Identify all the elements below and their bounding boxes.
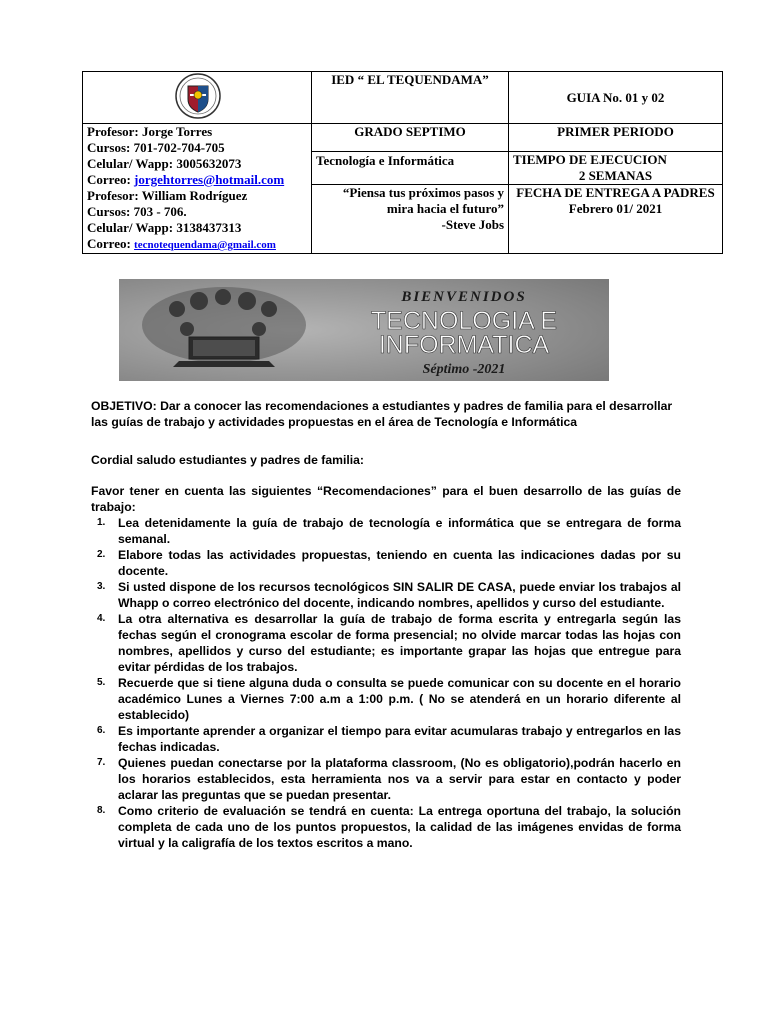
banner-line2: INFORMATICA [378, 331, 550, 359]
subject [312, 152, 509, 185]
delivery-label: FECHA DE ENTREGA A PADRES [516, 185, 715, 200]
item-number: 4. [97, 613, 106, 624]
logo-cell [83, 72, 312, 124]
greeting: Cordial saludo estudiantes y padres de familia: [91, 453, 364, 467]
list-item [91, 547, 681, 579]
item-number: 7. [97, 757, 106, 768]
list-item [91, 723, 681, 755]
teacher1-name: Profesor: Jorge Torres [87, 124, 213, 139]
teacher1-courses: Cursos: 701-702-704-705 [87, 140, 225, 155]
email-label: Correo: [87, 236, 135, 251]
list-item [91, 755, 681, 803]
item-text: Como criterio de evaluación se tendrá en cuenta: La entrega oportuna del trabajo, la solución completa de cada uno de los puntos propuestos, la calidad de las imágenes envidas de forma virtual y la caligrafía de los textos escritos a mano. [118, 804, 681, 850]
item-text: La otra alternativa es desarrollar la guía de trabajo de forma escrita y entregarla según las fechas según el cronograma escolar de forma presencial; no olvide marcar todas las hojas con nombres, apellidos y curso del estudiante; es importante grapar las hojas que entregue para evitar pérdidas de los trabajos. [118, 612, 681, 674]
banner-subtitle: Séptimo -2021 [422, 362, 506, 377]
item-number: 6. [97, 725, 106, 736]
item-text: Es importante aprender a organizar el tiempo para evitar acumularas trabajo y entregarlos en las fechas indicadas. [118, 724, 681, 754]
recommendations-list [91, 515, 681, 851]
exec-time-value: 2 SEMANAS [578, 168, 653, 183]
list-item [91, 579, 681, 611]
item-number: 2. [97, 549, 106, 560]
list-item [91, 803, 681, 851]
teacher1-email-link[interactable]: jorgehtorres@hotmail.com [134, 172, 285, 187]
quote-author: -Steve Jobs [441, 217, 504, 232]
header-table [82, 71, 723, 254]
subject-text: Tecnología e Informática [316, 153, 455, 168]
item-text: Elabore todas las actividades propuestas, teniendo en cuenta las indicaciones dadas por su docente. [118, 548, 681, 578]
teacher2-email-row [87, 236, 307, 253]
teacher2-email-link[interactable]: tecnotequendama@gmail.com [134, 239, 276, 251]
teacher1-phone: Celular/ Wapp: 3005632073 [87, 156, 242, 171]
teacher2-courses: Cursos: 703 - 706. [87, 204, 187, 219]
delivery-cell [509, 185, 723, 254]
item-number: 1. [97, 517, 106, 528]
school-crest-icon [175, 73, 221, 119]
exec-time-label: TIEMPO DE EJECUCION [513, 152, 667, 167]
item-text: Quienes puedan conectarse por la plataforma classroom, (No es obligatorio),podrán hacerlo en los horarios establecidos, esta herramienta nos va a servir para estar en contacto y poder aclarar las preguntas que se puedan presentar. [118, 756, 681, 802]
teacher2-name: Profesor: William Rodríguez [87, 188, 248, 203]
institution-name: IED “ EL TEQUENDAMA” [312, 72, 509, 124]
list-item [91, 675, 681, 723]
teachers-cell [83, 124, 312, 254]
list-item [91, 515, 681, 547]
item-text: Recuerde que si tiene alguna duda o consulta se puede comunicar con su docente en el horario académico Lunes a Viernes 7:00 a.m a 1:00 p.m. ( No se atenderá en un horario diferente al establecido) [118, 676, 681, 722]
exec-time-cell [509, 152, 723, 185]
banner-welcome: BIENVENIDOS [401, 289, 527, 305]
list-item [91, 611, 681, 675]
recommendations-section [91, 483, 681, 851]
period: PRIMER PERIODO [509, 124, 723, 152]
banner-line1: TECNOLOGIA E [370, 307, 558, 335]
welcome-banner [119, 279, 609, 381]
delivery-date: Febrero 01/ 2021 [568, 201, 663, 216]
teacher1-email-row [87, 172, 307, 188]
recommendations-intro: Favor tener en cuenta las siguientes “Recomendaciones” para el buen desarrollo de las guías de trabajo: [91, 484, 681, 514]
item-number: 5. [97, 677, 106, 688]
item-text: Si usted dispone de los recursos tecnológicos SIN SALIR DE CASA, puede enviar los trabajos al Whapp o correo electrónico del docente, indicando nombres, apellidos y curso del estudiante. [118, 580, 681, 610]
guide-number: GUIA No. 01 y 02 [509, 72, 723, 124]
quote-cell [312, 185, 509, 254]
objective: OBJETIVO: Dar a conocer las recomendaciones a estudiantes y padres de familia para el desarrollar las guías de trabajo y actividades propuestas en el área de Tecnología e Informática [91, 399, 673, 429]
grade: GRADO SEPTIMO [312, 124, 509, 152]
item-text: Lea detenidamente la guía de trabajo de tecnología e informática que se entregara de forma semanal. [118, 516, 681, 546]
quote: “Piensa tus próximos pasos y mira hacia el futuro” [342, 185, 504, 216]
teacher2-phone: Celular/ Wapp: 3138437313 [87, 220, 242, 235]
email-label: Correo: [87, 172, 135, 187]
item-number: 3. [97, 581, 106, 592]
item-number: 8. [97, 805, 106, 816]
